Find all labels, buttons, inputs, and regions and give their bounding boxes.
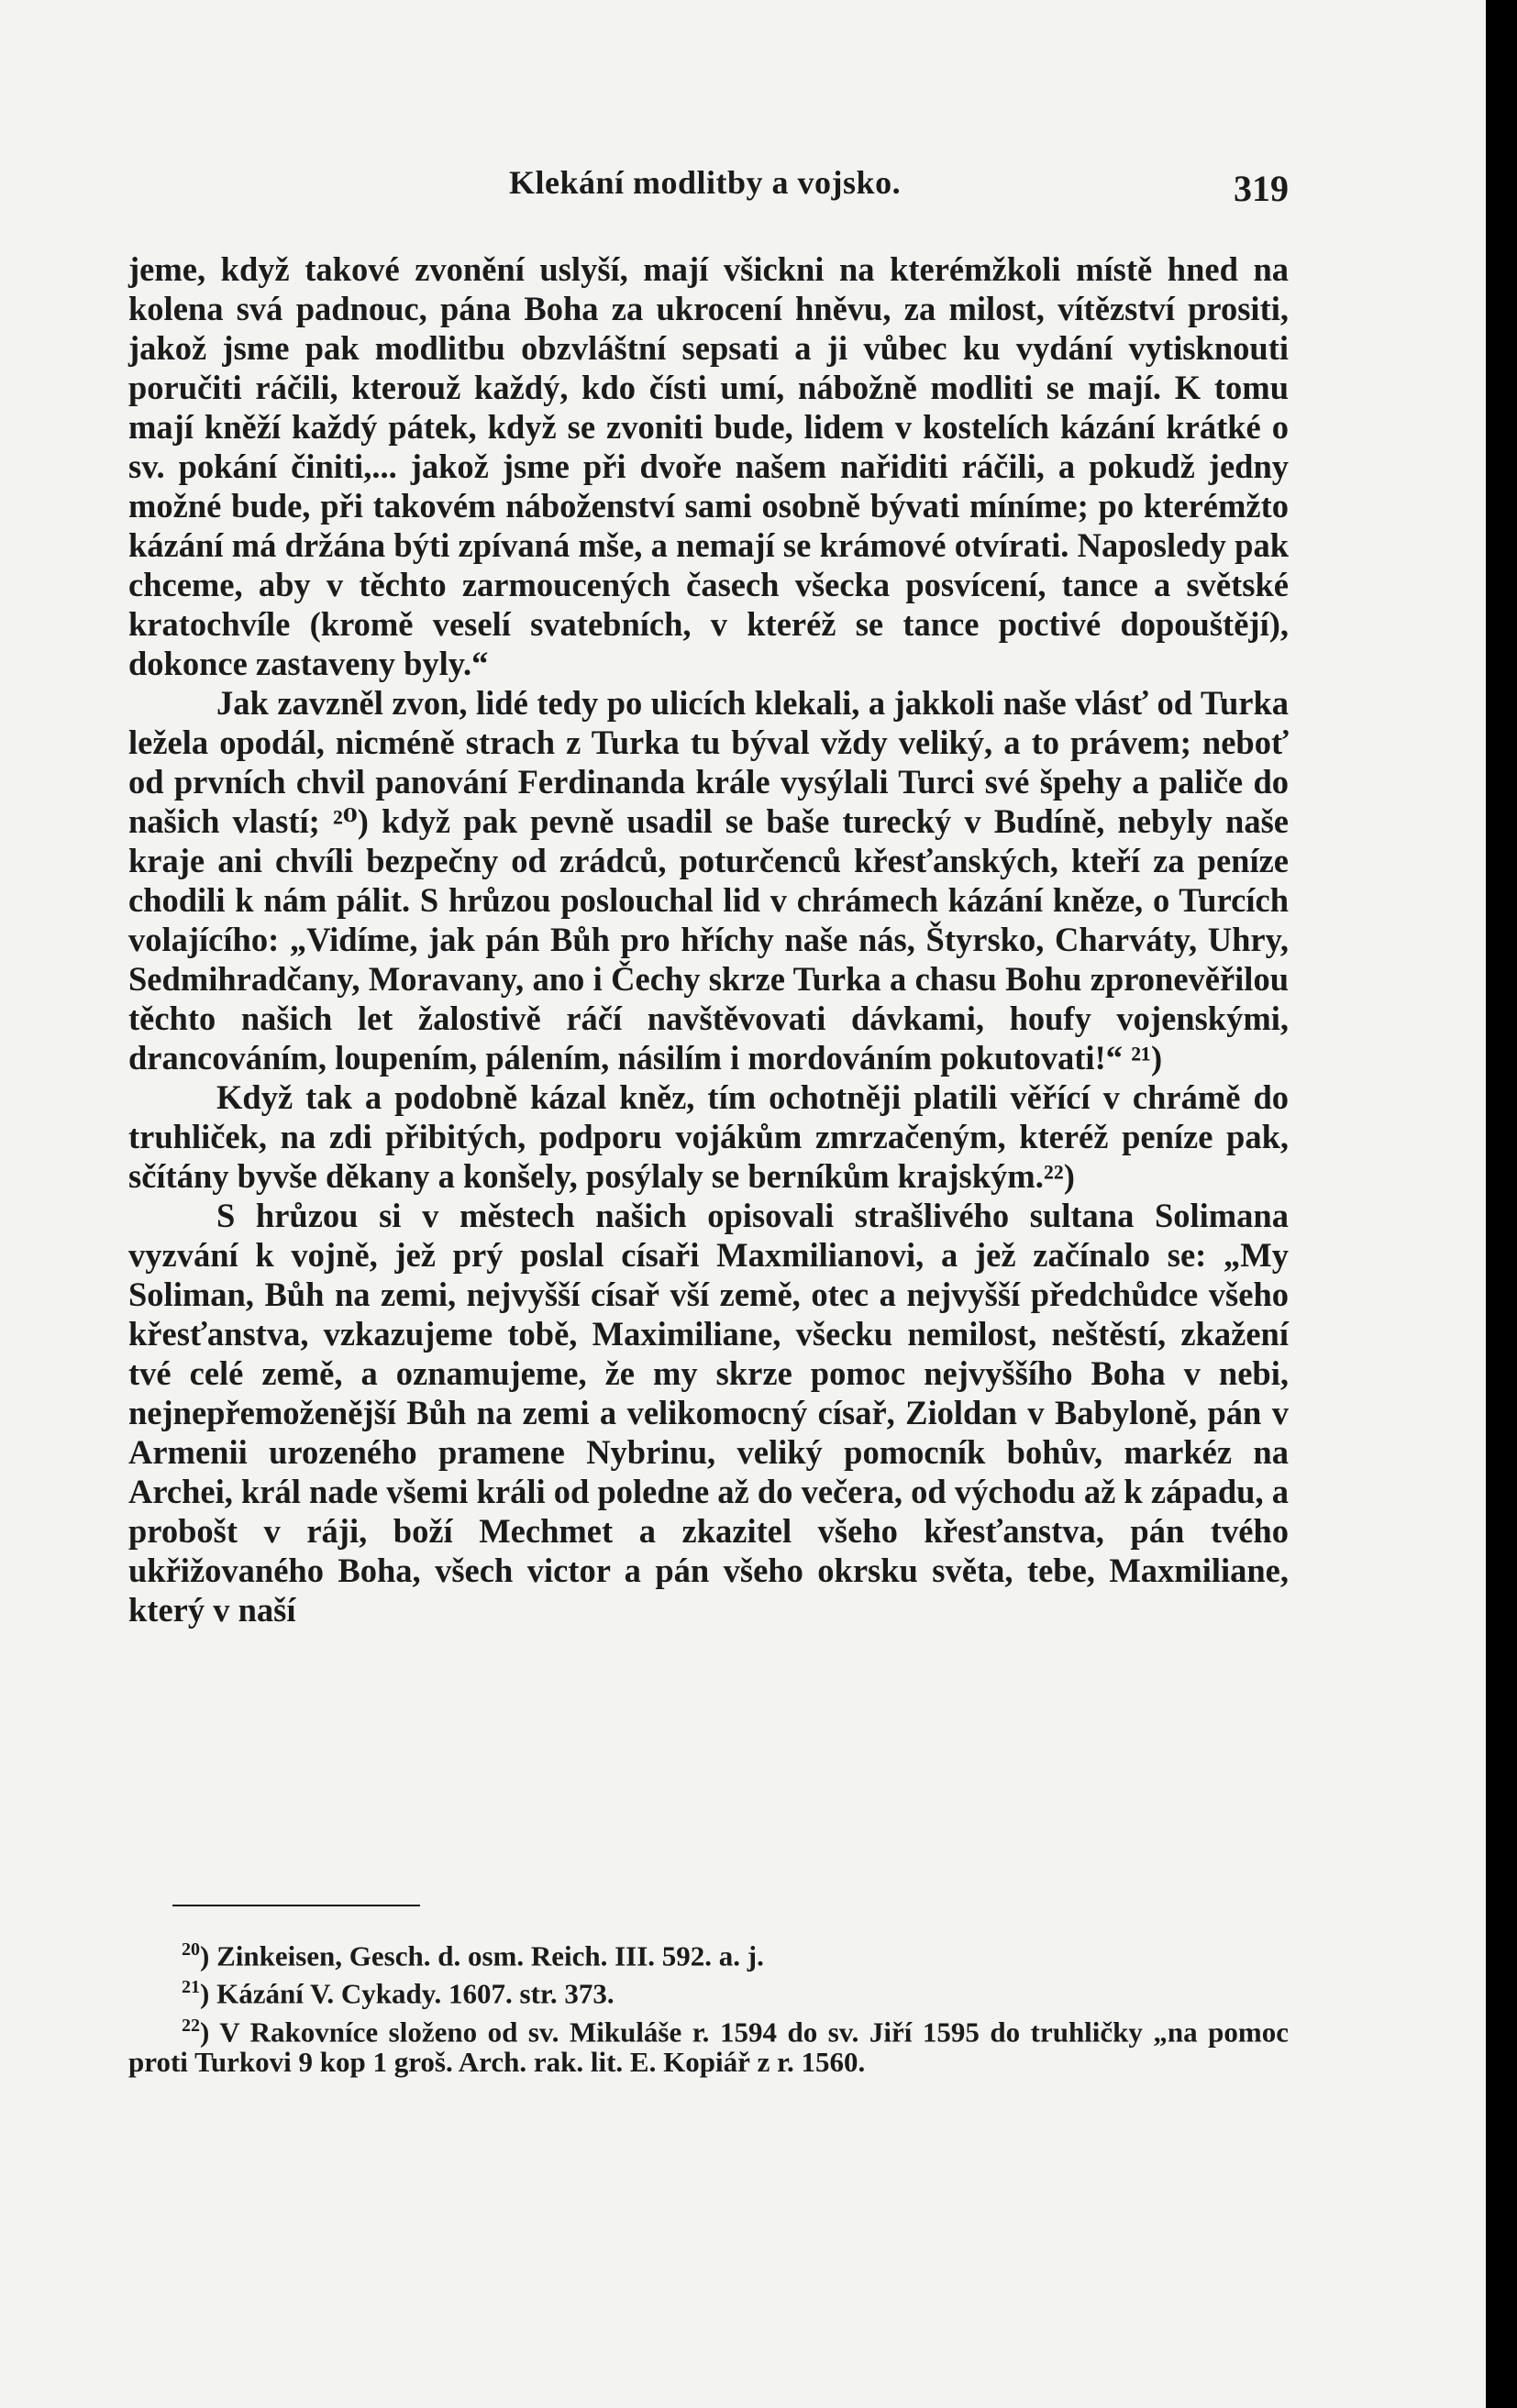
- footnote: $^{21}$) Kázání V. Cykady. 1607. str. 373.: [182, 1977, 615, 2010]
- page-number: 319: [1234, 168, 1289, 209]
- paragraph: jeme, když takové zvonění uslyší, mají všickni na kterémžkoli místě hned na kolena svá padnouc, pána Boha za ukrocení hněvu, za milost, vítězství prositi, jakož jsme pak modlitbu obzvláštní sepsati a ji vůbec ku vydání vytisknouti poručiti ráčili, kterouž každý, kdo čísti umí, nábožně modliti se mají. K tomu mají kněží každý pátek, když se zvoniti bude, lidem v kostelích kázání krátké o sv. pokání činiti,... jakož jsme při dvoře našem nařiditi ráčili, a pokudž jedny možné bude, při takovém náboženství sami osobně bývati míníme; po kterémžto kázání má držána býti zpívaná mše, a nemají se krámové otvírati. Naposledy pak chceme, aby v těchto zarmoucených časech všecka posvícení, tance a světské kratochvíle (kromě veselí svatebních, v kteréž se tance poctivé dopouštějí), dokonce zastaveny byly.“: [128, 250, 1289, 682]
- footnote: $^{20}$) Zinkeisen, Gesch. d. osm. Reich. III. 592. a. j.: [182, 1939, 764, 1972]
- footnote-mark: 22: [182, 2015, 200, 2036]
- page-header: [128, 158, 1289, 213]
- paragraph: Když tak a podobně kázal kněz, tím ochotněji platili věřící v chrámě do truhliček, na zdi přibitých, podporu vojákům zmrzačeným, kteréž peníze pak, sčítány byvše děkany a konšely, posýlaly se berníkům krajským.²²): [128, 1078, 1289, 1195]
- paragraph: S hrůzou si v městech našich opisovali strašlivého sultana Solimana vyzvání k vojně, jež prý poslal císaři Maxmilianovi, a jež začínalo se: „My Soliman, Bůh na zemi, nejvyšší císař vší země, otec a nejvyšší předchůdce všeho křesťanstva, vzkazujeme tobě, Maximiliane, všecku nemilost, neštěstí, zkažení tvé celé země, a oznamujeme, že my skrze pomoc nejvyššího Boha v nebi, nejnepřemoženější Bůh na zemi a velikomocný císař, Zioldan v Babyloně, pán v Armenii urozeného pramene Nybrinu, veliký pomocník bohův, markéz na Archei, král nade všemi králi od poledne až do večera, od východu až k západu, a probošt v ráji, boží Mechmet a zkazitel všeho křesťanstva, pán tvého ukřižovaného Boha, všech victor a pán všeho okrsku světa, tebe, Maxmiliane, který v naší: [128, 1197, 1289, 1629]
- footnotes: [128, 1935, 1289, 2079]
- body-text: [128, 249, 1289, 1629]
- footnote-text: V Rakovníce složeno od sv. Mikuláše r. 1594 do sv. Jiří 1595 do truhličky „na pomoc proti Turkovi 9 kop 1 groš. Arch. rak. lit. E. Kopiář z r. 1560.: [128, 2015, 1289, 2078]
- footnote: $^{22}$) V Rakovníce složeno od sv. Mikuláše r. 1594 do sv. Jiří 1595 do truhličky „na pomoc proti Turkovi 9 kop 1 groš. Arch. rak. lit. E. Kopiář z r. 1560.: [128, 2015, 1289, 2078]
- footnote-divider: [172, 1905, 420, 1906]
- footnote-text: Kázání V. Cykady. 1607. str. 373.: [216, 1977, 615, 2010]
- footnote-mark: 20: [182, 1939, 200, 1960]
- footnote-text: Zinkeisen, Gesch. d. osm. Reich. III. 592. a. j.: [216, 1939, 764, 1972]
- footnote-mark: 21: [182, 1977, 200, 1998]
- scan-border: [1486, 0, 1517, 2408]
- paragraph: Jak zavzněl zvon, lidé tedy po ulicích klekali, a jakkoli naše vlásť od Turka ležela opodál, nicméně strach z Turka tu býval vždy veliký, a to právem; neboť od prvních chvil panování Ferdinanda krále vysýlali Turci své špehy a paliče do našich vlastí; ²⁰) když pak pevně usadil se baše turecký v Budíně, nebyly naše kraje ani chvíli bezpečny od zrádců, poturčenců křesťanských, kteří za peníze chodili k nám pálit. S hrůzou poslouchal lid v chrámech kázání kněze, o Turcích volajícího: „Vidíme, jak pán Bůh pro hříchy naše nás, Štyrsko, Charváty, Uhry, Sedmihradčany, Moravany, ano i Čechy skrze Turka a chasu Bohu zpronevěřilou těchto našich let žalostivě ráčí navštěvovati dávkami, houfy vojenskými, drancováním, loupením, pálením, násilím i mordováním pokutovati!“ ²¹): [128, 684, 1289, 1077]
- running-head: Klekání modlitby a vojsko.: [509, 164, 902, 201]
